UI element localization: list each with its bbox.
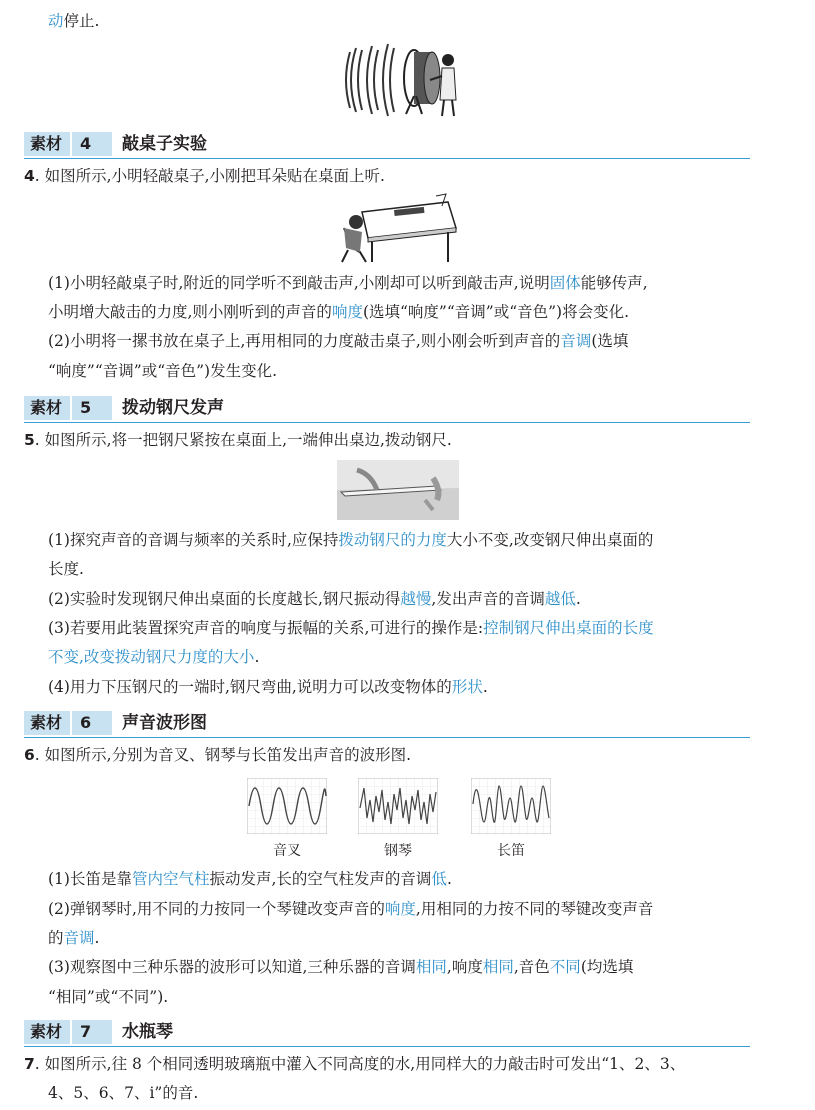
section-header-7 bbox=[24, 1020, 750, 1047]
question-number: 4 bbox=[24, 167, 35, 185]
text: (1)长笛是靠 bbox=[48, 870, 132, 888]
q5-part1-line2: 长度. bbox=[48, 560, 84, 578]
tag-number: 6 bbox=[80, 713, 92, 732]
question-7-stem bbox=[24, 1053, 685, 1075]
question-number: 5 bbox=[24, 431, 35, 449]
answer-text: 响度 bbox=[331, 303, 363, 321]
text: 小明增大敲击的力度,则小刚听到的声音的 bbox=[48, 303, 332, 321]
q4-part2-line1 bbox=[48, 330, 628, 352]
q4-part1-line2 bbox=[48, 301, 629, 323]
q6-part3-line1 bbox=[48, 956, 633, 978]
question-6-stem bbox=[24, 744, 411, 766]
answer-text: 管内空气柱 bbox=[131, 870, 210, 888]
question-number: 6 bbox=[24, 746, 35, 764]
text: (1)小明轻敲桌子时,附近的同学听不到敲击声,小刚却可以听到敲击声,说明 bbox=[48, 274, 550, 292]
table-knock-illustration bbox=[338, 192, 460, 264]
text: 振动发声,长的空气柱发声的音调 bbox=[209, 870, 432, 888]
q4-part2-line2: “响度”“音调”或“音色”)发生变化. bbox=[48, 362, 278, 380]
drum-illustration bbox=[336, 40, 464, 118]
section-tag bbox=[24, 1020, 112, 1044]
text: . 如图所示,小明轻敲桌子,小刚把耳朵贴在桌面上听. bbox=[34, 167, 385, 185]
text: . bbox=[482, 678, 488, 696]
carryover-line bbox=[48, 10, 99, 32]
answer-text: 相同 bbox=[482, 958, 514, 976]
tag-label: 素材 bbox=[30, 134, 63, 153]
text: (4)用力下压钢尺的一端时,钢尺弯曲,说明力可以改变物体的 bbox=[48, 678, 452, 696]
question-4-stem bbox=[24, 165, 385, 187]
text: (2)弹钢琴时,用不同的力按同一个琴键改变声音的 bbox=[48, 900, 385, 918]
q5-part2 bbox=[48, 588, 581, 610]
section-header-6 bbox=[24, 711, 750, 738]
tag-label: 素材 bbox=[30, 398, 63, 417]
tuning-fork-waveform bbox=[247, 778, 327, 834]
text: (2)实验时发现钢尺伸出桌面的长度越长,钢尺振动得 bbox=[48, 590, 401, 608]
answer-text: 越低 bbox=[544, 590, 576, 608]
section-title: 声音波形图 bbox=[122, 713, 207, 733]
text: (2)小明将一摞书放在桌子上,再用相同的力度敲击桌子,则小刚会听到声音的 bbox=[48, 332, 561, 350]
piano-waveform bbox=[358, 778, 438, 834]
q6-part3-line2: “相同”或“不同”). bbox=[48, 988, 169, 1006]
caption-flute: 长笛 bbox=[497, 843, 525, 859]
text: . 如图所示,分别为音叉、钢琴与长笛发出声音的波形图. bbox=[34, 746, 412, 764]
answer-text: 相同 bbox=[415, 958, 447, 976]
q5-part3-line2 bbox=[48, 646, 259, 668]
text: (均选填 bbox=[580, 958, 634, 976]
question-7-line2: 4、5、6、7、i”的音. bbox=[48, 1084, 199, 1102]
caption-piano: 钢琴 bbox=[384, 843, 412, 859]
text: (1)探究声音的音调与频率的关系时,应保持 bbox=[48, 531, 339, 549]
answer-text: 不变,改变拨动钢尺力度的大小 bbox=[48, 648, 255, 666]
answer-text: 拨动钢尺的力度 bbox=[338, 531, 447, 549]
answer-text: 越慢 bbox=[400, 590, 432, 608]
flute-waveform bbox=[471, 778, 551, 834]
text: ,用相同的力按不同的琴键改变声音 bbox=[415, 900, 654, 918]
section-header-5 bbox=[24, 396, 750, 423]
text: (3)观察图中三种乐器的波形可以知道,三种乐器的音调 bbox=[48, 958, 416, 976]
answer-text: 动 bbox=[48, 12, 64, 30]
answer-text: 形状 bbox=[451, 678, 483, 696]
answer-text: 音调 bbox=[63, 929, 95, 947]
text: 停止. bbox=[63, 12, 100, 30]
answer-text: 响度 bbox=[384, 900, 416, 918]
answer-text: 控制钢尺伸出桌面的长度 bbox=[483, 619, 654, 637]
section-tag bbox=[24, 132, 112, 156]
tag-label: 素材 bbox=[30, 713, 63, 732]
caption-tuning-fork: 音叉 bbox=[273, 843, 301, 859]
section-title: 拨动钢尺发声 bbox=[122, 398, 224, 418]
tag-number: 4 bbox=[80, 134, 92, 153]
answer-text: 不同 bbox=[549, 958, 581, 976]
section-title: 敲桌子实验 bbox=[122, 134, 207, 154]
section-title: 水瓶琴 bbox=[122, 1022, 173, 1042]
answer-text: 低 bbox=[431, 870, 447, 888]
q5-part3-line1 bbox=[48, 617, 654, 639]
text: . bbox=[575, 590, 581, 608]
text: 能够传声, bbox=[580, 274, 648, 292]
tag-label: 素材 bbox=[30, 1022, 63, 1041]
tag-number: 5 bbox=[80, 398, 92, 417]
q5-part1-line1 bbox=[48, 529, 653, 551]
tag-number: 7 bbox=[80, 1022, 92, 1041]
question-5-stem bbox=[24, 429, 452, 451]
text: 大小不变,改变钢尺伸出桌面的 bbox=[446, 531, 654, 549]
question-number: 7 bbox=[24, 1055, 35, 1073]
text: . 如图所示,将一把钢尺紧按在桌面上,一端伸出桌边,拨动钢尺. bbox=[34, 431, 452, 449]
text: ,响度 bbox=[446, 958, 483, 976]
text: (选填 bbox=[591, 332, 629, 350]
answer-text: 固体 bbox=[549, 274, 581, 292]
section-tag bbox=[24, 711, 112, 735]
section-tag bbox=[24, 396, 112, 420]
ruler-illustration bbox=[337, 460, 459, 520]
text: ,发出声音的音调 bbox=[431, 590, 545, 608]
answer-text: 音调 bbox=[560, 332, 592, 350]
q6-part2-line1 bbox=[48, 898, 653, 920]
q5-part4 bbox=[48, 676, 488, 698]
section-header-4 bbox=[24, 132, 750, 159]
text: 的 bbox=[48, 929, 64, 947]
q6-part1 bbox=[48, 868, 452, 890]
text: (3)若要用此装置探究声音的响度与振幅的关系,可进行的操作是: bbox=[48, 619, 484, 637]
q4-part1-line1 bbox=[48, 272, 648, 294]
text: . bbox=[254, 648, 260, 666]
text: . bbox=[94, 929, 100, 947]
text: . bbox=[446, 870, 452, 888]
text: . 如图所示,往 8 个相同透明玻璃瓶中灌入不同高度的水,用同样大的力敲击时可发出“1、2、3、 bbox=[34, 1055, 686, 1073]
text: (选填“响度”“音调”或“音色”)将会变化. bbox=[362, 303, 630, 321]
text: ,音色 bbox=[513, 958, 550, 976]
q6-part2-line2 bbox=[48, 927, 99, 949]
